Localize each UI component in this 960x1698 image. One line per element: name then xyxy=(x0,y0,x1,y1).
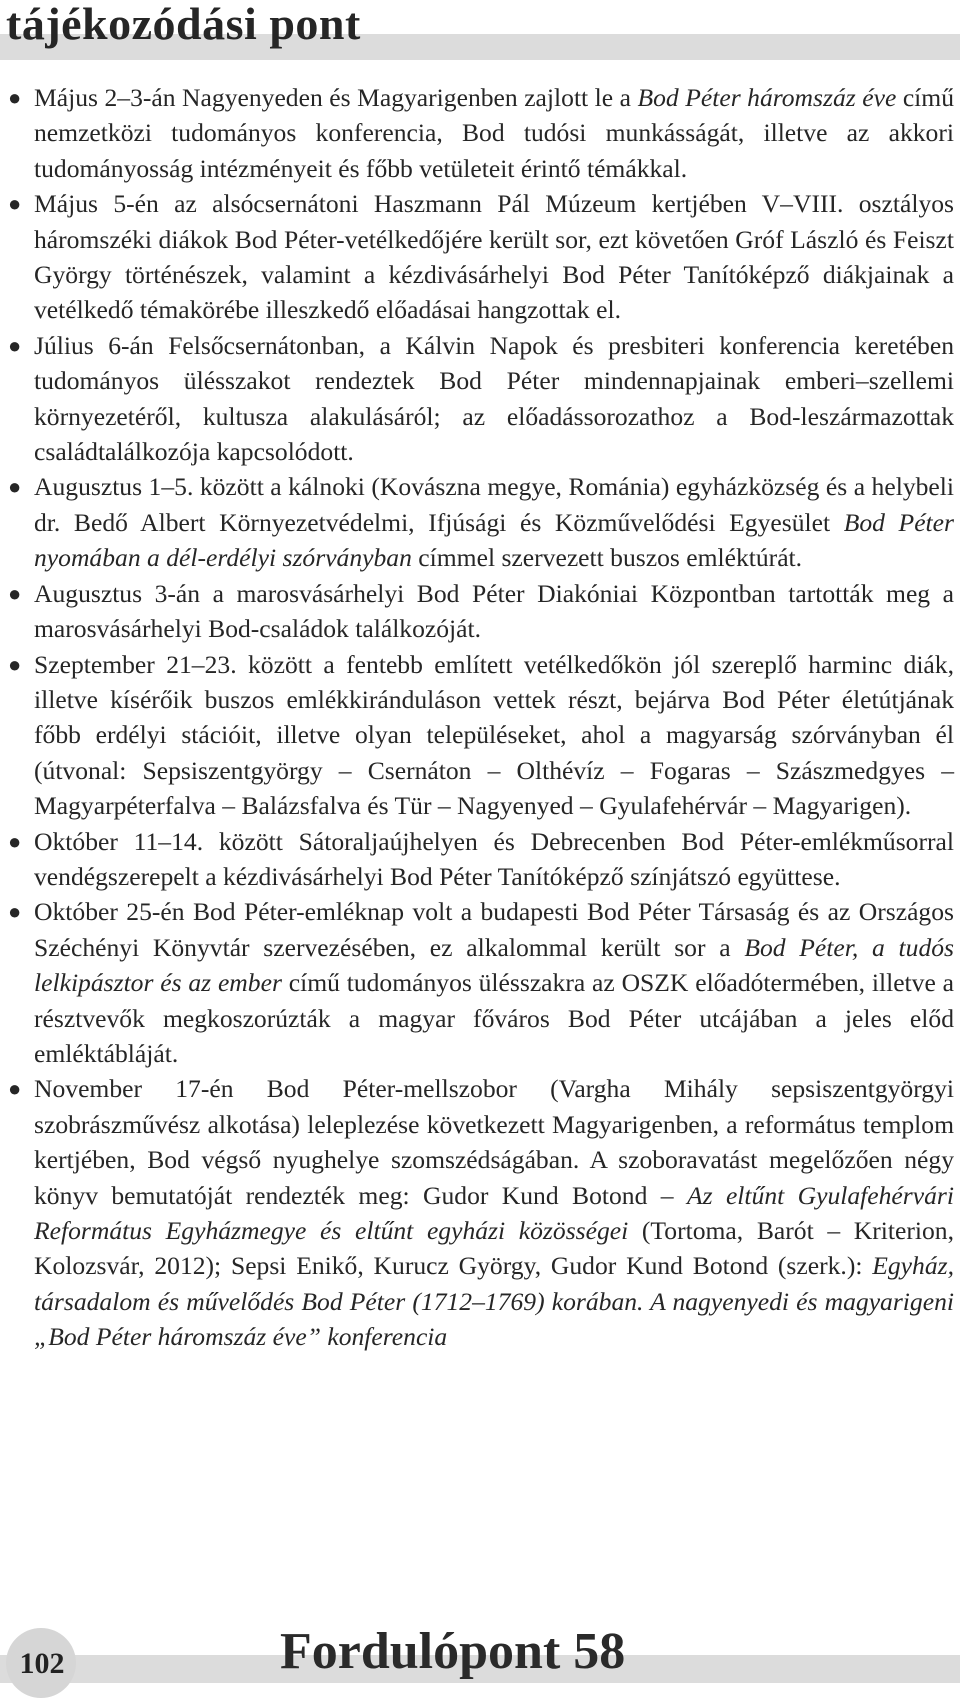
list-item: ● Május 2–3-án Nagyenyeden és Magyarigenben zajlott le a Bod Péter háromszáz éve című nemzetközi tudományos konferencia, Bod tudósi munkásságát, illetve az akkori tudományosság intézményeit és főbb vetületeit érintő témákkal. xyxy=(34,80,954,186)
list-item: ● Május 5-én az alsócsernátoni Haszmann Pál Múzeum kertjében V–VIII. osztályos háromszéki diákok Bod Péter-vetélkedőjére került sor, ezt követően Gróf László és Feiszt György történészek, valamint a kézdivásárhelyi Bod Péter Tanítóképző diákjainak a vetélkedő témakörébe illeszkedő előadásai hangzottak el. xyxy=(34,186,954,328)
bullet-icon: ● xyxy=(8,580,22,606)
page-number: 102 xyxy=(19,1647,65,1680)
bullet-icon: ● xyxy=(8,899,22,925)
list-item: ● Július 6-án Felsőcsernátonban, a Kálvin Napok és presbiteri konferencia keretében tudományos ülésszakot rendeztek Bod Péter mindennapjainak emberi–szellemi környezetéről, kultusza alakulásáról; az előadássorozathoz a Bod-leszármazottak családtalálkozója kapcsolódott. xyxy=(34,328,954,470)
bullet-icon: ● xyxy=(8,85,22,110)
bullet-icon: ● xyxy=(8,191,22,217)
list-item: ● Október 11–14. között Sátoraljaújhelyen és Debrecenben Bod Péter-emlékműsorral vendégszerepelt a kézdivásárhelyi Bod Péter Tanítóképző színjátszó együttese. xyxy=(34,824,954,895)
list-item: ● Augusztus 3-án a marosvásárhelyi Bod Péter Diakóniai Központban tartották meg a marosvásárhelyi Bod-családok találkozóját. xyxy=(34,576,954,647)
journal-title: Fordulópont 58 xyxy=(280,1623,626,1680)
bullet-icon: ● xyxy=(8,828,22,854)
list-item: ● Szeptember 21–23. között a fentebb említett vetélkedőkön jól szereplő harminc diák, illetve kísérőik buszos emlékkiránduláson vettek részt, bejárva Bod Péter életútjának főbb erdélyi stációit, illetve olyan településeket, ahol a magyarság szórványban él (útvonal: Sepsiszentgyörgy – Csernáton – Olthévíz – Fogaras – Szászmedgyes – Magyarpéterfalva – Balázsfalva és Tür – Nagyenyed – Gyulafehérvár – Magyarigen). xyxy=(34,647,954,824)
bullet-icon: ● xyxy=(8,651,22,677)
list-item: ● Október 25-én Bod Péter-emléknap volt a budapesti Bod Péter Társaság és az Országos Széchényi Könyvtár szervezésében, ez alkalommal került sor a Bod Péter, a tudós lelkipásztor és az ember című tudományos ülésszakra az OSZK előadótermében, illetve a résztvevők megkoszorúzták a magyar főváros Bod Péter utcájában a jeles előd emléktábláját. xyxy=(34,894,954,1071)
list-item: ● Augusztus 1–5. között a kálnoki (Kovászna megye, Románia) egyházközség és a helybeli dr. Bedő Albert Környezetvédelmi, Ifjúsági és Közművelődési Egyesület Bod Péter nyomában a dél-erdélyi szórványban címmel szervezett buszos emléktúrát. xyxy=(34,469,954,575)
bullet-icon: ● xyxy=(8,474,22,500)
list-item: ● November 17-én Bod Péter-mellszobor (Vargha Mihály sepsiszentgyörgyi szobrászművész alkotása) leleplezése következett Magyarigenben, a református templom kertjében, Bod végső nyughelye szomszédságában. A szoboravatást megelőzően négy könyv bemutatóját rendezték meg: Gudor Kund Botond – Az eltűnt Gyulafehérvári Református Egyházmegye és eltűnt egyházi közösségei (Tortoma, Barót – Kriterion, Kolozsvár, 2012); Sepsi Enikő, Kurucz György, Gudor Kund Botond (szerk.): Egyház, társadalom és művelődés Bod Péter (1712–1769) korában. A nagyenyedi és magyarigeni „Bod Péter háromszáz éve” konferencia xyxy=(34,1071,954,1354)
bullet-icon: ● xyxy=(8,1076,22,1102)
section-title: tájékozódási pont xyxy=(6,0,361,49)
bullet-list xyxy=(8,80,955,1355)
bullet-icon: ● xyxy=(8,332,22,358)
